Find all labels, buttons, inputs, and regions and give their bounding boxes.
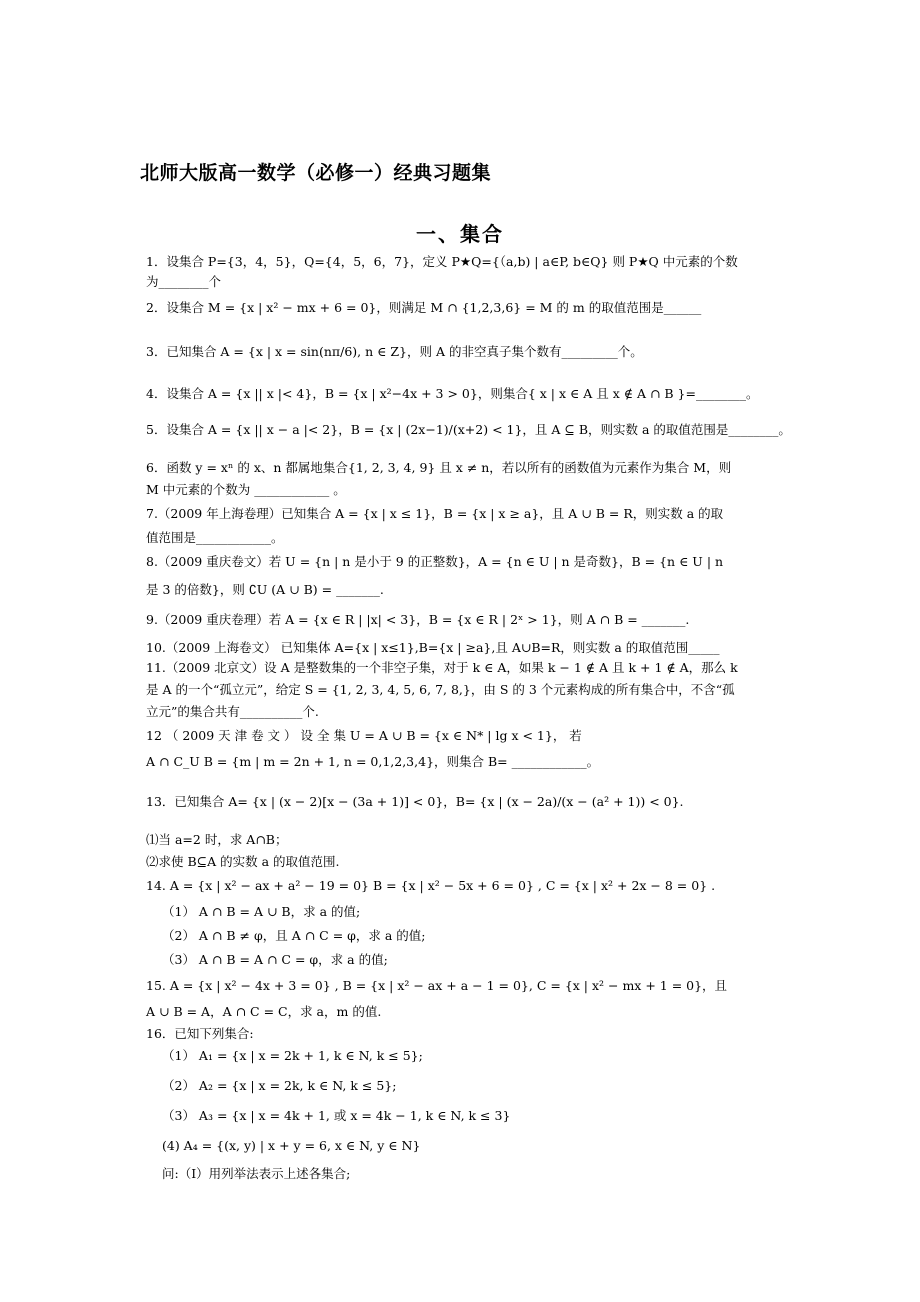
problem-line: 11.（2009 北京文）设 A 是整数集的一个非空子集，对于 k ∈ A，如果 k − 1 ∉ A 且 k + 1 ∉ A，那么 k [146, 660, 738, 675]
problem-line: 4．设集合 A = {x || x |< 4}，B = {x | x²−4x + 3 > 0}，则集合{ x | x ∈ A 且 x ∉ A ∩ B }=________。 [146, 386, 759, 401]
problem-line: 9.（2009 重庆卷理）若 A = {x ∈ R | |x| < 3}，B = {x ∈ R | 2ˣ > 1}，则 A ∩ B = _______. [146, 612, 690, 627]
problem-line: 8.（2009 重庆卷文）若 U = {n | n 是小于 9 的正整数}，A = {n ∈ U | n 是奇数}，B = {n ∈ U | n [146, 554, 724, 569]
document-title: 北师大版高一数学（必修一）经典习题集 [140, 162, 492, 184]
problem-line: （2） A ∩ B ≠ φ，且 A ∩ C = φ，求 a 的值; [162, 928, 426, 943]
problem-line: ⑴当 a=2 时，求 A∩B； [146, 832, 288, 847]
problem-line: 10.（2009 上海卷文） 已知集体 A={x | x≤1},B={x | ≥a},且 A∪B=R，则实数 a 的取值范围_____ [146, 640, 720, 655]
problem-line: 12 （ 2009 天 津 卷 文 ） 设 全 集 U = A ∪ B = {x ∈ N* | lg x < 1}， 若 [146, 728, 582, 743]
problem-line: 6．函数 y = xⁿ 的 x、n 都属地集合{1, 2, 3, 4, 9} 且 x ≠ n，若以所有的函数值为元素作为集合 M，则 [146, 460, 732, 475]
problem-line: 7.（2009 年上海卷理）已知集合 A = {x | x ≤ 1}，B = {x | x ≥ a}，且 A ∪ B = R，则实数 a 的取 [146, 506, 724, 521]
problem-line: 13．已知集合 A= {x | (x − 2)[x − (3a + 1)] < 0}，B= {x | (x − 2a)/(x − (a² + 1)) < 0}. [146, 794, 684, 809]
problem-line: 16．已知下列集合: [146, 1026, 254, 1041]
problem-line: A ∪ B = A，A ∩ C = C，求 a，m 的值. [146, 1004, 382, 1019]
problem-line: 为________个 [146, 274, 222, 289]
problem-line: M 中元素的个数为 ____________ 。 [146, 482, 346, 497]
problem-line: 3．已知集合 A = {x | x = sin(nπ/6), n ∈ Z}，则 A 的非空真子集个数有_________个。 [146, 344, 643, 359]
problem-line: （1） A₁ = {x | x = 2k + 1, k ∈ N, k ≤ 5}; [162, 1048, 423, 1063]
problem-line: ⑵求使 B⊆A 的实数 a 的取值范围. [146, 854, 340, 869]
problem-line: （3） A ∩ B = A ∩ C = φ，求 a 的值; [162, 952, 388, 967]
problem-line: （1） A ∩ B = A ∪ B，求 a 的值; [162, 904, 361, 919]
problem-line: 5．设集合 A = {x || x − a |< 2}，B = {x | (2x−1)/(x+2) < 1}，且 A ⊆ B，则实数 a 的取值范围是________。 [146, 422, 791, 437]
problem-line: （3） A₃ = {x | x = 4k + 1, 或 x = 4k − 1, k ∈ N, k ≤ 3} [162, 1108, 511, 1123]
problem-line: 问:（Ⅰ）用列举法表示上述各集合; [162, 1166, 351, 1181]
problem-line: A ∩ C_U B = {m | m = 2n + 1, n = 0,1,2,3,4}，则集合 B= ____________。 [146, 754, 600, 769]
problem-line: 是 A 的一个“孤立元”，给定 S = {1, 2, 3, 4, 5, 6, 7, 8,}，由 S 的 3 个元素构成的所有集合中，不含“孤 [146, 682, 735, 697]
problem-line: 2．设集合 M = {x | x² − mx + 6 = 0}，则满足 M ∩ {1,2,3,6} = M 的 m 的取值范围是______ [146, 300, 702, 315]
problem-line: 14. A = {x | x² − ax + a² − 19 = 0} B = {x | x² − 5x + 6 = 0} , C = {x | x² + 2x − 8 = 0} . [146, 878, 716, 893]
problem-line: 1．设集合 P={3，4，5}，Q={4，5，6，7}，定义 P★Q={（a,b) | a∈P, b∈Q} 则 P★Q 中元素的个数 [146, 254, 738, 269]
problem-line: 是 3 的倍数}，则 ∁U (A ∪ B) = _______. [146, 582, 384, 597]
problem-line: （2） A₂ = {x | x = 2k, k ∈ N, k ≤ 5}; [162, 1078, 397, 1093]
problem-line: (4) A₄ = {(x, y) | x + y = 6, x ∈ N, y ∈ N} [162, 1138, 421, 1153]
problem-line: 15. A = {x | x² − 4x + 3 = 0} , B = {x | x² − ax + a − 1 = 0}, C = {x | x² − mx + 1 = 0}，且 [146, 978, 728, 993]
section-title: 一、集合 [416, 222, 504, 246]
problem-line: 值范围是____________。 [146, 530, 284, 545]
problem-line: 立元”的集合共有__________个. [146, 704, 319, 719]
